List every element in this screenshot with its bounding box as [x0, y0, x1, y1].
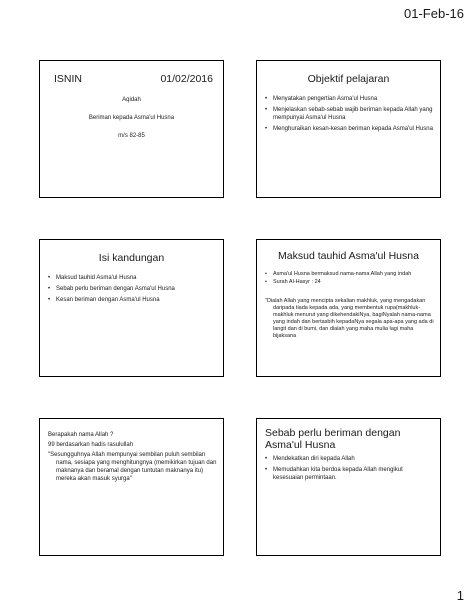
slide-title-date: 01/02/2016: [160, 73, 213, 85]
slide-heading: Maksud tauhid Asma'ul Husna: [278, 250, 419, 262]
list-item: • Menyatakan pengertian Asma'ul Husna: [265, 95, 434, 103]
answer-line: 99 berdasarkan hadis rasulullah: [48, 442, 134, 448]
slide-reasons: [256, 418, 441, 556]
list-item: • Menjelaskan sebab-sebab wajib beriman kepada Allah yang mempunyai Asma'ul Husna: [265, 106, 434, 122]
bullet-list: [265, 455, 434, 485]
page-ref-line: m/s 82-85: [118, 133, 145, 139]
slide-heading: Isi kandungan: [98, 252, 165, 264]
hadith-quote: "Sesungguhnya Allah mempunyai sembilan puluh sembilan nama, sesiapa yang menghitungnya (memikirkan tujuan dan maknanya dan beramal dengan tuntutan maknanya itu) mereka akan masuk syurga": [48, 452, 217, 482]
list-item: • Mendekatkan diri kepada Allah: [265, 455, 434, 463]
page-number: 1: [456, 588, 464, 603]
list-item: • Asma'ul Husna bermaksud nama-nama Allah yang indah: [265, 271, 434, 278]
topic-line: Beriman kepada Asma'ul Husna: [88, 115, 175, 121]
bullet-list: [265, 95, 434, 136]
slide-meaning: [256, 239, 441, 377]
list-item: • Kesan beriman dengan Asma'ul Husna: [48, 296, 217, 304]
slide-names-count: [39, 418, 224, 556]
slide-body: [48, 431, 217, 485]
page-date: 01-Feb-16: [404, 6, 464, 21]
bullet-list: [265, 271, 434, 287]
list-item: • Memudahkan kita berdoa kepada Allah mengikut kesesuaian permintaan.: [265, 466, 434, 482]
slide-title-day: ISNIN: [54, 73, 83, 85]
subject-line: Aqidah: [122, 97, 141, 103]
slide-heading: Objektif pelajaran: [307, 73, 390, 85]
slide-heading: Sebab perlu beriman dengan Asma'ul Husna: [265, 427, 401, 451]
question-line: Berapakah nama Allah ?: [48, 432, 114, 438]
slide-contents: [39, 239, 224, 377]
list-item: • Maksud tauhid Asma'ul Husna: [48, 274, 217, 282]
slide-objectives: [256, 60, 441, 198]
verse-translation: "Dialah Allah yang mencipta sekalian makhluk, yang mengadakan daripada tiada kepada ada, yang membentuk rupa(makhluk-makhluk menurut yang dikehendakiNya, bagiNyalah nama-nama yang indah dan bertasbih kepadaNya segala apa-apa yang ada di langit dan di bumi, dan dialah yang maha mulia lagi maha bijaksana: [265, 298, 434, 339]
list-item: • Menghuraikan kesan-kesan beriman kepada Asma'ul Husna: [265, 125, 434, 133]
list-item: • Surah Al-Hasyr : 24: [265, 279, 434, 286]
list-item: • Sebab perlu beriman dengan Asma'ul Husna: [48, 285, 217, 293]
slide-title: [39, 60, 224, 198]
bullet-list: [48, 274, 217, 307]
slide-title-lines: [40, 97, 223, 151]
